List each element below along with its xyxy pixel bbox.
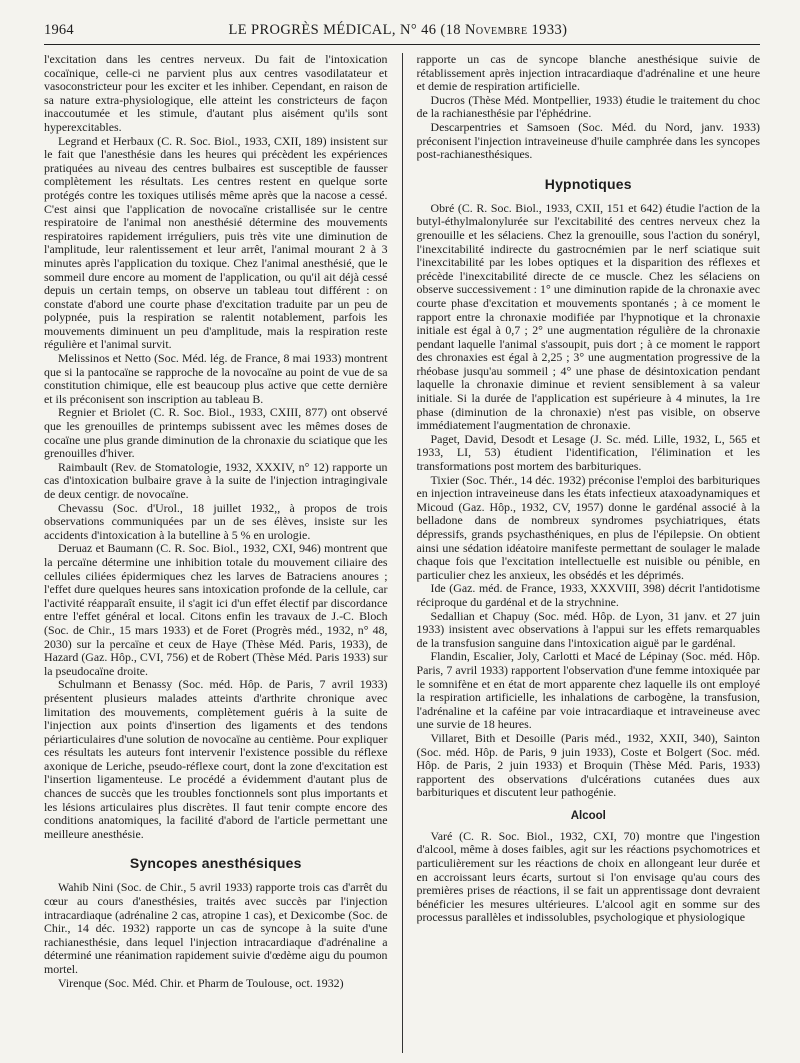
journal-title: LE PROGRÈS MÉDICAL, N° 46 (18 Novembre 1933) [228, 22, 568, 38]
section-heading-hypnotiques: Hypnotiques [544, 175, 632, 192]
paragraph: Ducros (Thèse Méd. Montpellier, 1933) étudie le traitement du choc de la rachianesthésie par l'éphédrine. [416, 92, 761, 121]
paragraph: Tixier (Soc. Thér., 14 déc. 1932) préconise l'emploi des barbituriques en injection intraveineuse dans les états infectieux ataxoadynamiques et Micoud (Gaz. Hôp., 1932, CV, 1957) donne le gardénal associé à la belladone dans de nombreux syndromes psychiatriques, états dépressifs, grands psychasthéniques, en plus de l'épilepsie. On obtient ainsi une sédation idéatoire manifeste permettant de soulager le malade chaque fois que l'excitation intellectuelle est nuisible ou pénible, en particulier chez les anxieux, les obsédés et les déprimés. [416, 472, 761, 582]
paragraph: Sedallian et Chapuy (Soc. méd. Hôp. de Lyon, 31 janv. et 27 juin 1933) insistent avec observations à l'appui sur les effets remarquables de la transfusion sanguine dans l'intoxication aiguë par le gardénal. [416, 608, 761, 650]
paragraph: Melissinos et Netto (Soc. Méd. lég. de France, 8 mai 1933) montrent que si la pantocaïne se rapproche de la novocaïne au point de vue de sa constitution chimique, elle est beaucoup plus active que cette dernière et ils préconisent son inscription au tableau B. [44, 351, 388, 406]
column-rule [402, 53, 403, 1053]
paragraph: Varé (C. R. Soc. Biol., 1932, CXI, 70) montre que l'ingestion d'alcool, même à doses faibles, agit sur les réactions psychomotrices et particulièrement sur les réactions de choix en allongeant leur durée et en accroissant leurs écarts, surtout si l'on envisage qu'au cours des premières prises de réactions, il se fait un apprentissage dont devraient bénéficier les mesures ultérieures. L'alcool agit en somme sur des processus parallèles et indissolubles, psychologique et physiologique [416, 828, 761, 925]
paragraph: Chevassu (Soc. d'Urol., 18 juillet 1932,, à propos de trois observations communiquées par un de ses élèves, insiste sur les accidents d'intoxication à la butelline à 5 % en urologie. [44, 500, 388, 542]
page-number: 1964 [44, 22, 74, 38]
paragraph: Virenque (Soc. Méd. Chir. et Pharm de Toulouse, oct. 1932) [58, 975, 344, 990]
right-column [417, 53, 761, 1053]
paragraph: Raimbault (Rev. de Stomatologie, 1932, XXXIV, n° 12) rapporte un cas d'intoxication bulbaire grave à la suite de l'injection intragingivale de deux centigr. de novocaïne. [44, 459, 388, 501]
paragraph: Legrand et Herbaux (C. R. Soc. Biol., 1933, CXII, 189) insistent sur le fait que l'anesthésie dans les heures qui précèdent les expériences pratiquées au niveau des centres bulbaires est susceptible de fausser complètement les résultats. Les centres restent en quelque sorte protégés contre les toxiques utilisés même après que la nacose a cessé. C'est ainsi que l'application de novocaïne cristallisée sur le centre respiratoire de l'animal non anesthésié détermine des mouvements respiratoires rapidement irréguliers, puis très vite une diminution de l'amplitude, leur ralentissement et leur arrêt, l'animal mourant 2 à 3 minutes après l'application du toxique. Chez l'animal anesthésié, que le sommeil dure encore au moment de l'application, ou qu'il ait déjà cessé depuis un certain temps, on observe un tableau tout différent : on constate d'abord une courte phase d'excitation traduite par un peu de polypnée, puis la respiration se ralentit notablement, parfois les mouvements diminuent un peu d'amplitude, mais la respiration reste régulière et l'animal survit. [44, 133, 388, 352]
text-columns [44, 53, 760, 1053]
paragraph: Villaret, Bith et Desoille (Paris méd., 1932, XXII, 340), Sainton (Soc. méd. Hôp. de Paris, 9 juin 1933), Coste et Bolgert (Soc. méd. Hôp. de Paris, 2 juin 1933) et Broquin (Thèse Méd. Paris, 1933) rapportent des observations d'ulcérations cutanées dues aux barbituriques et discutent leur pathogénie. [416, 730, 761, 800]
paragraph: Deruaz et Baumann (C. R. Soc. Biol., 1932, CXI, 946) montrent que la percaïne détermine une inhibition totale du mouvement ciliaire des cellules ciliées épidermiques chez les larves de Batraciens anoures ; l'effet dure quelques heures sans intoxication profonde de la cellule, car l'activité réapparaît ensuite, il s'agit ici d'un effet électif par discordance entre l'effet général et local. Citons enfin les travaux de J.-C. Bloch (Soc. de Chir., 15 mars 1933) et de Foret (Progrès méd., 1932, n° 48, 2030) sur la percaïne et ceux de Haye (Thèse Méd. Paris, 1933), de Hazard (Gaz. Hôp., CVI, 756) et de Robert (Thèse Méd. Paris 1933) sur la pseudocaïne droite. [44, 541, 388, 678]
paragraph: l'excitation dans les centres nerveux. Du fait de l'intoxication cocaïnique, celle-ci ne parvient plus aux centres vasodilatateur et vasoconstricteur pour les exciter et les inhiber. Cependant, en raison de sa nature extra-physiologique, elle atteint les constricteurs de façon inaccoutumée et les stimule, d'autant plus aisément qu'ils sont hyperexcitables. [44, 53, 388, 134]
paragraph: Schulmann et Benassy (Soc. méd. Hôp. de Paris, 7 avril 1933) présentent plusieurs malades atteints d'arthrite chronique avec limitation des mouvements, complètement guéris à la suite de l'injection aux points d'insertion des ligaments et des tendons périarticulaires d'une solution de novocaïne au centième. Pour expliquer ces résultats les auteurs font intervenir l'existence possible du réflexe axonique de Leriche, pseudo-réflexe court, dont la zone d'excitation est l'insertion ligamenteuse. Le procédé a évidemment d'autant plus de chances de succès que les troubles fonctionnels sont plus importants et les lésions articulaires plus discrètes. Il faut tenir compte encore des conditions anatomiques, la facilité d'abord de l'article permettant une meilleure anesthésie. [44, 677, 388, 841]
paragraph: Paget, David, Desodt et Lesage (J. Sc. méd. Lille, 1932, L, 565 et 1933, LI, 53) étudient l'identification, l'élimination et les transformations post mortem des barbituriques. [416, 431, 761, 474]
paragraph: Regnier et Briolet (C. R. Soc. Biol., 1933, CXIII, 877) ont observé que les grenouilles de printemps subissent avec les mêmes doses de cocaïne une plus grande diminution de la chronaxie du sciatique que les grenouilles d'hiver. [44, 405, 388, 461]
paragraph: Wahib Nini (Soc. de Chir., 5 avril 1933) rapporte trois cas d'arrêt du cœur au cours d'anesthésies, traités avec succès par l'injection intracardiaque (adrénaline 2 cas, atropine 1 cas), et Dexicombe (Soc. de Chir., 14 déc. 1932) rapporte un cas de syncope à la suite d'une rachianesthésie, dans lequel l'injection intracardiaque d'adrénaline a déterminé une réanimation rapidement suivie d'œdème aigu du poumon mortel. [44, 880, 388, 976]
paragraph: Obré (C. R. Soc. Biol., 1933, CXII, 151 et 642) étudie l'action de la butyl-éthylmalonylurée sur l'excitabilité des centres nerveux chez la grenouille et les sélaciens. Chez la grenouille, sous l'action du sonéryl, l'inexcitabilité indirecte du gastrocnémien par le nerf sciatique suit l'inexcitabilité par les lobes optiques et la disparition des réflexes et précède l'inexcitabilité directe de ce muscle. Chez les sélaciens on observe successivement : 1° une diminution rapide de la chronaxie avec courte phase d'excitation et mouvements spontanés ; à ce moment le rapport entre la chronaxie modifiée par l'hypnotique et la chronaxie initiale est égal à 0,7 ; 2° une augmentation régulière de la chronaxie pendant laquelle l'animal s'assoupit, puis dort ; à ce moment le rapport des chronaxies est égal à 2,25 ; 3° une augmentation progressive de la rhéobase jusqu'au sommeil ; 4° une phase de désintoxication pendant laquelle la chronaxie diminue et revient sensiblement à sa valeur initiale. Si la durée de l'application est supérieure à 4 minutes, la 1re phase (diminution de la chronaxie) n'est pas visible, on observe immédiatement l'augmentation de chronaxie. [416, 200, 761, 433]
paragraph: Descarpentries et Samsoen (Soc. Méd. du Nord, janv. 1933) préconisent l'injection intraveineuse d'huile camphrée dans les syncopes post-rachianesthésiques. [416, 119, 761, 162]
running-head [44, 22, 760, 45]
left-column [44, 53, 388, 1053]
paragraph: Flandin, Escalier, Joly, Carlotti et Macé de Lépinay (Soc. méd. Hôp. Paris, 7 avril 1933) rapportent l'observation d'une femme intoxiquée par le somnifène et en état de mort apparente chez laquelle ils ont employé la respiration artificielle, les inhalations de carbogène, la transfusion, l'adrénaline et la caféine par voie intracardiaque et intraveineuse avec une survie de 18 heures. [416, 649, 761, 732]
section-heading-alcool: Alcool [570, 809, 606, 822]
paragraph: Ide (Gaz. méd. de France, 1933, XXXVIII, 398) décrit l'antidotisme réciproque du gardénal et de la strychnine. [416, 581, 761, 609]
section-heading-syncopes: Syncopes anesthésiques [129, 855, 302, 872]
paragraph: rapporte un cas de syncope blanche anesthésique suivie de rétablissement après injection intracardiaque d'adrénaline et une heure et demie de respiration artificielle. [416, 53, 761, 94]
